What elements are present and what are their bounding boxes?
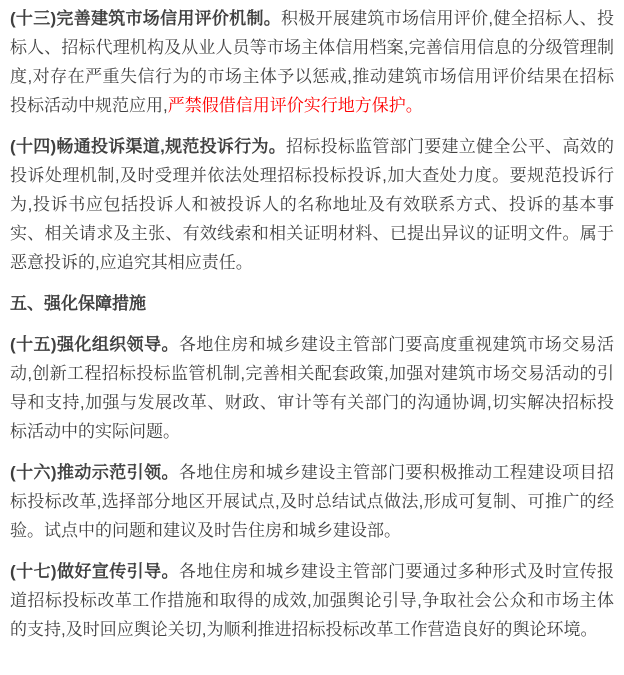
paragraph-item-16	[10, 458, 614, 545]
paragraph-13-text: 积极开展建筑市场信用评价,健全招标人、投标人、招标代理机构及从业人员等市场主体信用档案,完善信用信息的分级管理制度,对存在严重失信行为的市场主体予以惩戒,推动建筑市场信用评价结果在招标投标活动中规范应用,	[10, 9, 614, 115]
paragraph-14-text: 招标投标监管部门要建立健全公平、高效的投诉处理机制,及时受理并依法处理招标投标投诉,加大查处力度。要规范投诉行为,投诉书应包括投诉人和被投诉人的名称地址及有效联系方式、投诉的基本事实、相关请求及主张、有效线索和相关证明材料、已提出异议的证明文件。属于恶意投诉的,应追究其相应责任。	[10, 137, 615, 272]
paragraph-17-text: 各地住房和城乡建设主管部门要通过多种形式及时宣传报道招标投标改革工作措施和取得的成效,加强舆论引导,争取社会公众和市场主体的支持,及时回应舆论关切,为顺利推进招标投标改革工作营造良好的舆论环境。	[10, 562, 614, 639]
paragraph-15-text: 各地住房和城乡建设主管部门要高度重视建筑市场交易活动,创新工程招标投标监管机制,完善相关配套政策,加强对建筑市场交易活动的引导和支持,加强与发展改革、财政、审计等有关部门的沟通协调,切实解决招标投标活动中的实际问题。	[10, 335, 614, 441]
paragraph-item-14	[10, 132, 614, 277]
paragraph-13-lead: (十三)完善建筑市场信用评价机制。	[10, 9, 282, 28]
section-heading-5	[10, 289, 614, 318]
paragraph-16-lead: (十六)推动示范引领。	[10, 463, 179, 482]
paragraph-15-lead: (十五)强化组织领导。	[10, 335, 179, 354]
paragraph-17-lead: (十七)做好宣传引导。	[10, 562, 179, 581]
paragraph-item-17	[10, 557, 614, 644]
paragraph-14-lead: (十四)畅通投诉渠道,规范投诉行为。	[10, 137, 287, 156]
paragraph-16-text: 各地住房和城乡建设主管部门要积极推动工程建设项目招标投标改革,选择部分地区开展试点,及时总结试点做法,形成可复制、可推广的经验。试点中的问题和建议及时告住房和城乡建设部。	[10, 463, 614, 540]
section-heading-5-text: 五、强化保障措施	[10, 294, 146, 313]
paragraph-item-15	[10, 330, 614, 446]
paragraph-item-13	[10, 4, 614, 120]
paragraph-13-red-emphasis: 严禁假借信用评价实行地方保护。	[167, 96, 423, 115]
